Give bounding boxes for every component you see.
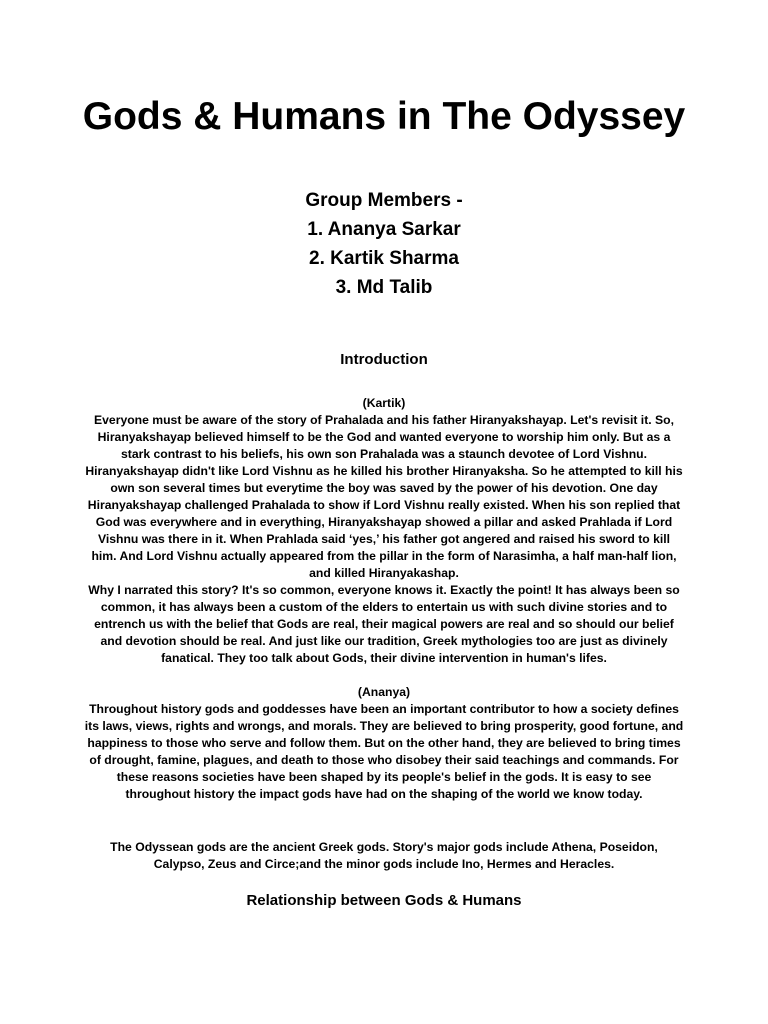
group-member: 2. Kartik Sharma [309, 248, 459, 269]
body-paragraph: Throughout history gods and goddesses have been an important contributor to how a society defines its laws, views, rights and wrongs, and morals. They are believed to bring prosperity, good fortune, and happiness to those who serve and follow them. But on the other hand, they are believed to bring times of drought, famine, plagues, and death to those who disobey their said teachings and commands. For these reasons societies have been shaped by its people's belief in the gods. It is easy to see throughout history the impact gods have had on the shaping of the world we know today. [84, 702, 684, 801]
body-paragraph: The Odyssean gods are the ancient Greek gods. Story's major gods include Athena, Poseidon, Calypso, Zeus and Circe;and the minor gods include Ino, Hermes and Heracles. [110, 840, 658, 871]
gods-section [84, 839, 684, 873]
body-paragraph: Why I narrated this story? It's so common, everyone knows it. Exactly the point! It has always been so common, it has always been a custom of the elders to entertain us with such divine stories and to entrench us with the belief that Gods are real, their magical powers are real and so should our belief and devotion should be real. And just like our tradition, Greek mythologies too are just as divinely fanatical. They too talk about Gods, their divine intervention in human's lifes. [88, 583, 680, 665]
ananya-section [84, 684, 684, 803]
document-title: Gods & Humans in The Odyssey [82, 95, 686, 138]
author-label: (Kartik) [362, 396, 406, 410]
group-members [0, 186, 768, 302]
group-member: 1. Ananya Sarkar [307, 219, 461, 240]
group-members-heading: Group Members - [305, 190, 463, 211]
introduction-heading: Introduction [340, 351, 428, 368]
group-member: 3. Md Talib [335, 277, 433, 298]
body-paragraph: Everyone must be aware of the story of Prahalada and his father Hiranyakshayap. Let's revisit it. So, Hiranyakshayap believed himself to be the God and wanted everyone to worship him only. But as a stark contrast to his beliefs, his own son Prahalada was a staunch devotee of Lord Vishnu. Hiranyakshayap didn't like Lord Vishnu as he killed his brother Hiranyaksha. So he attempted to kill his own son several times but everytime the boy was saved by the power of his devotion. One day Hiranyakshayap challenged Prahalada to show if Lord Vishnu really existed. When his son replied that God was everywhere and in everything, Hiranyakshayap showed a pillar and asked Prahlada if Lord Vishnu was there in it. When Prahlada said ‘yes,’ his father got angered and raised his sword to kill him. And Lord Vishnu actually appeared from the pillar in the form of Narasimha, a half man-half lion, and killed Hiranyakashap. [85, 413, 683, 580]
author-label: (Ananya) [357, 685, 411, 699]
relationship-heading: Relationship between Gods & Humans [246, 892, 522, 909]
kartik-section [84, 395, 684, 667]
